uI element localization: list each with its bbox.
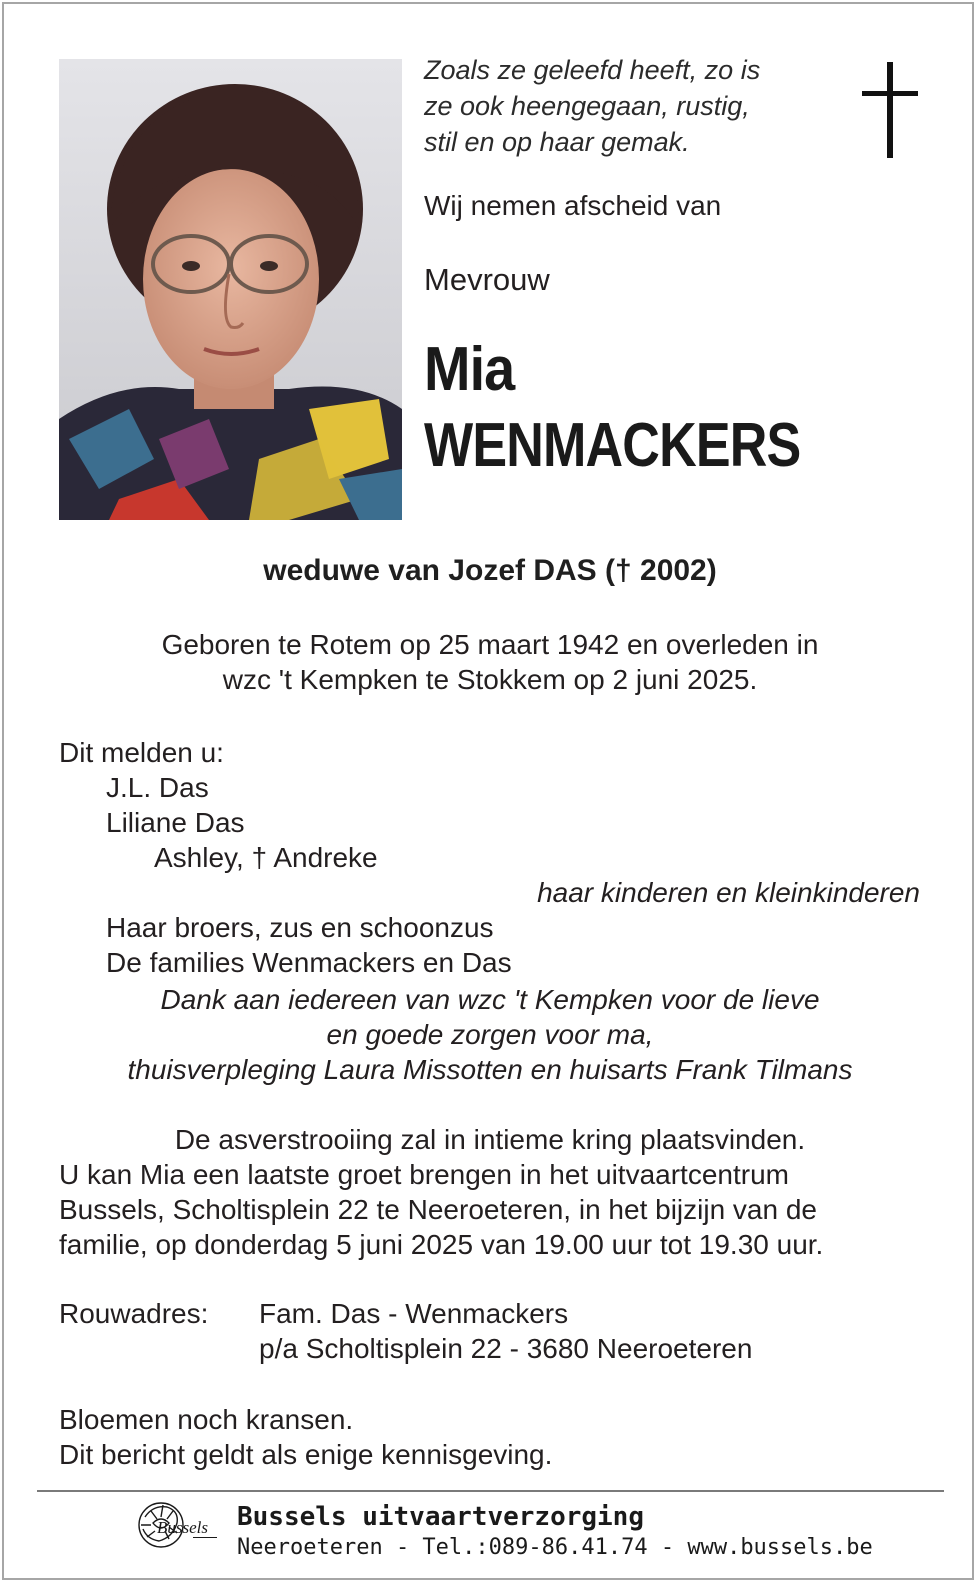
footer-divider (37, 1490, 944, 1492)
logo-text: Bussels (157, 1518, 208, 1537)
thanks-line: thuisverpleging Laura Missotten en huisarts Frank Tilmans (127, 1054, 853, 1085)
birth-death-line: wzc 't Kempken te Stokkem op 2 juni 2025. (222, 664, 758, 695)
birth-death-line: Geboren te Rotem op 25 maart 1942 en overleden in (161, 629, 819, 660)
ceremony-line: Bussels, Scholtisplein 22 te Neeroeteren, in het bijzijn van de (59, 1194, 817, 1225)
portrait-photo (59, 59, 402, 520)
quote-line: stil en op haar gemak. (424, 127, 690, 157)
child-name: Liliane Das (106, 807, 245, 838)
other-family: De families Wenmackers en Das (106, 947, 512, 978)
thanks-line: en goede zorgen voor ma, (326, 1019, 654, 1050)
closing-text (59, 1402, 552, 1472)
bussels-logo-icon (133, 1497, 221, 1555)
child-name: J.L. Das (106, 772, 209, 803)
mourning-address-label: Rouwadres: (59, 1298, 209, 1329)
thanks-text (0, 982, 980, 1087)
deceased-first-name: Mia (424, 335, 515, 404)
closing-line: Dit bericht geldt als enige kennisgeving. (59, 1439, 553, 1470)
grandchildren-names: Ashley, † Andreke (154, 842, 378, 873)
announcers-heading: Dit melden u: (59, 737, 224, 768)
other-family: Haar broers, zus en schoonzus (106, 912, 494, 943)
widow-line: weduwe van Jozef DAS († 2002) (263, 554, 717, 587)
ceremony-line: De asverstrooiing zal in intieme kring plaatsvinden. (174, 1124, 806, 1155)
funeral-home-contact: Neeroeteren - Tel.:089-86.41.74 - www.bussels.be (237, 1535, 873, 1560)
intro-text: Wij nemen afscheid van (424, 190, 722, 221)
mourning-address-line: p/a Scholtisplein 22 - 3680 Neeroeteren (259, 1333, 753, 1364)
birth-death-text (0, 627, 980, 697)
salutation: Mevrouw (424, 262, 550, 297)
relation-note: haar kinderen en kleinkinderen (537, 877, 920, 908)
mourning-address-line: Fam. Das - Wenmackers (259, 1298, 569, 1329)
ceremony-line: U kan Mia een laatste groet brengen in het uitvaartcentrum (59, 1159, 789, 1190)
quote-line: ze ook heengegaan, rustig, (424, 91, 750, 121)
quote-line: Zoals ze geleefd heeft, zo is (424, 55, 761, 85)
mourning-address (259, 1296, 752, 1366)
memorial-quote (424, 52, 760, 160)
deceased-last-name: WENMACKERS (424, 411, 801, 480)
latin-cross-icon (862, 62, 920, 158)
closing-line: Bloemen noch kransen. (59, 1404, 354, 1435)
ceremony-line: familie, op donderdag 5 juni 2025 van 19.00 uur tot 19.30 uur. (59, 1229, 824, 1260)
thanks-line: Dank aan iedereen van wzc 't Kempken voor de lieve (160, 984, 820, 1015)
funeral-home-name: Bussels uitvaartverzorging (237, 1502, 644, 1532)
